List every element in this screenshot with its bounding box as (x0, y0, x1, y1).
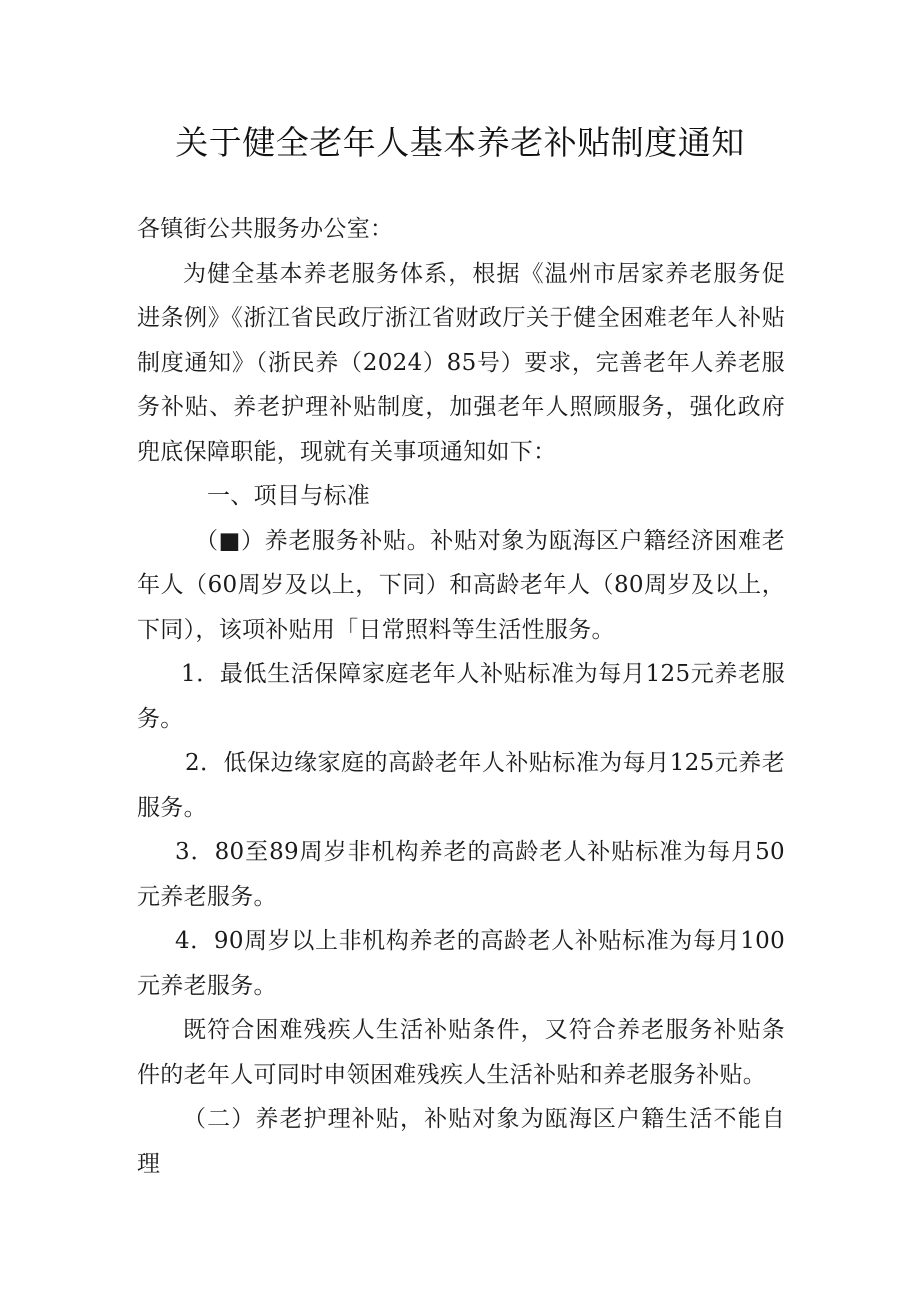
subsection-paragraph: （二）养老护理补贴，补贴对象为瓯海区户籍生活不能自理 (137, 1106, 785, 1177)
note-paragraph: 既符合困难残疾人生活补贴条件，又符合养老服务补贴条件的老年人可同时申领困难残疾人生活补贴和养老服务补贴。 (137, 1017, 785, 1088)
addressee: 各镇街公共服务办公室： (137, 216, 394, 242)
section-heading: 一、项目与标准 (207, 483, 371, 509)
list-item: 2．低保边缘家庭的高龄老年人补贴标准为每月125元养老服务。 (137, 750, 785, 821)
list-item: 3．80至89周岁非机构养老的高龄老人补贴标准为每月50元养老服务。 (137, 839, 785, 910)
list-item: 1．最低生活保障家庭老年人补贴标准为每月125元养老服务。 (137, 661, 785, 732)
subsection-paragraph: （■）养老服务补贴。补贴对象为瓯海区户籍经济困难老年人（60周岁及以上，下同）和高龄老年人（80周岁及以上，下同），该项补贴用「日常照料等生活性服务。 (137, 527, 785, 643)
document-title: 关于健全老年人基本养老补贴制度通知 (175, 123, 745, 162)
document-body (137, 207, 785, 1186)
intro-paragraph: 为健全基本养老服务体系，根据《温州市居家养老服务促进条例》《浙江省民政厅浙江省财政厅关于健全困难老年人补贴制度通知》（浙民养（2024）85号）要求，完善老年人养老服务补贴、养老护理补贴制度，加强老年人照顾服务，强化政府兜底保障职能，现就有关事项通知如下： (137, 260, 785, 465)
list-item: 4．90周岁以上非机构养老的高龄老人补贴标准为每月100元养老服务。 (137, 928, 785, 999)
